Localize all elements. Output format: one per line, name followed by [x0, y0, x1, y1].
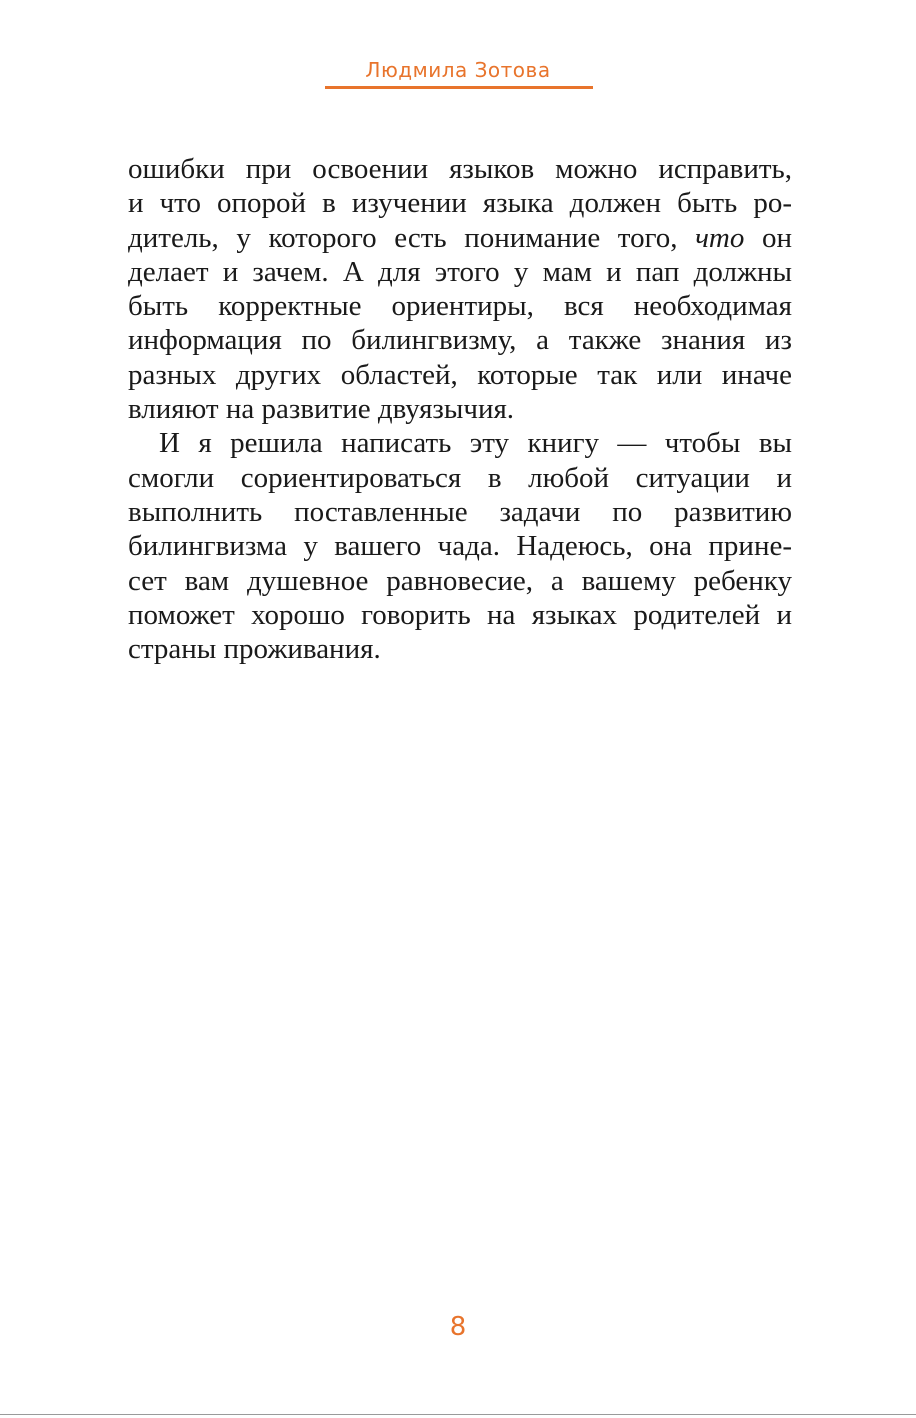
emphasis-word: что: [695, 221, 745, 254]
header-underline: [325, 86, 593, 89]
text-line: сет вам душевное равновесие, а вашему ребенку: [128, 564, 792, 597]
text-line: делает и зачем. А для этого у мам и пап должны: [128, 255, 792, 288]
text-line: влияют на развитие двуязычия.: [128, 393, 515, 426]
text-segment: он: [744, 221, 792, 254]
text-segment: дитель, у которого есть понимание того,: [128, 221, 696, 254]
text-line: поможет хорошо говорить на языках родителей и: [128, 598, 792, 631]
bottom-divider: [0, 1414, 916, 1415]
running-header-author: Людмила Зотова: [365, 58, 551, 82]
paragraph: [128, 426, 792, 666]
text-line: выполнить поставленные задачи по развитию: [128, 495, 792, 528]
text-line: ошибки при освоении языков можно исправить,: [128, 153, 792, 185]
text-line: разных других областей, которые так или иначе: [128, 358, 792, 391]
page-number: 8: [449, 1312, 467, 1342]
text-line: И я решила написать эту книгу — чтобы вы: [159, 427, 792, 460]
text-line: [128, 221, 792, 255]
text-line: и что опорой в изучении языка должен быть ро-: [128, 187, 792, 220]
text-line: быть корректные ориентиры, вся необходимая: [128, 290, 792, 323]
paragraph: [128, 152, 792, 426]
text-line: билингвизма у вашего чада. Надеюсь, она прине-: [128, 530, 792, 563]
text-line: смогли сориентироваться в любой ситуации и: [128, 461, 792, 494]
text-line: страны проживания.: [128, 633, 381, 666]
text-line: информация по билингвизму, а также знания из: [128, 324, 792, 357]
page-body: [128, 152, 792, 666]
